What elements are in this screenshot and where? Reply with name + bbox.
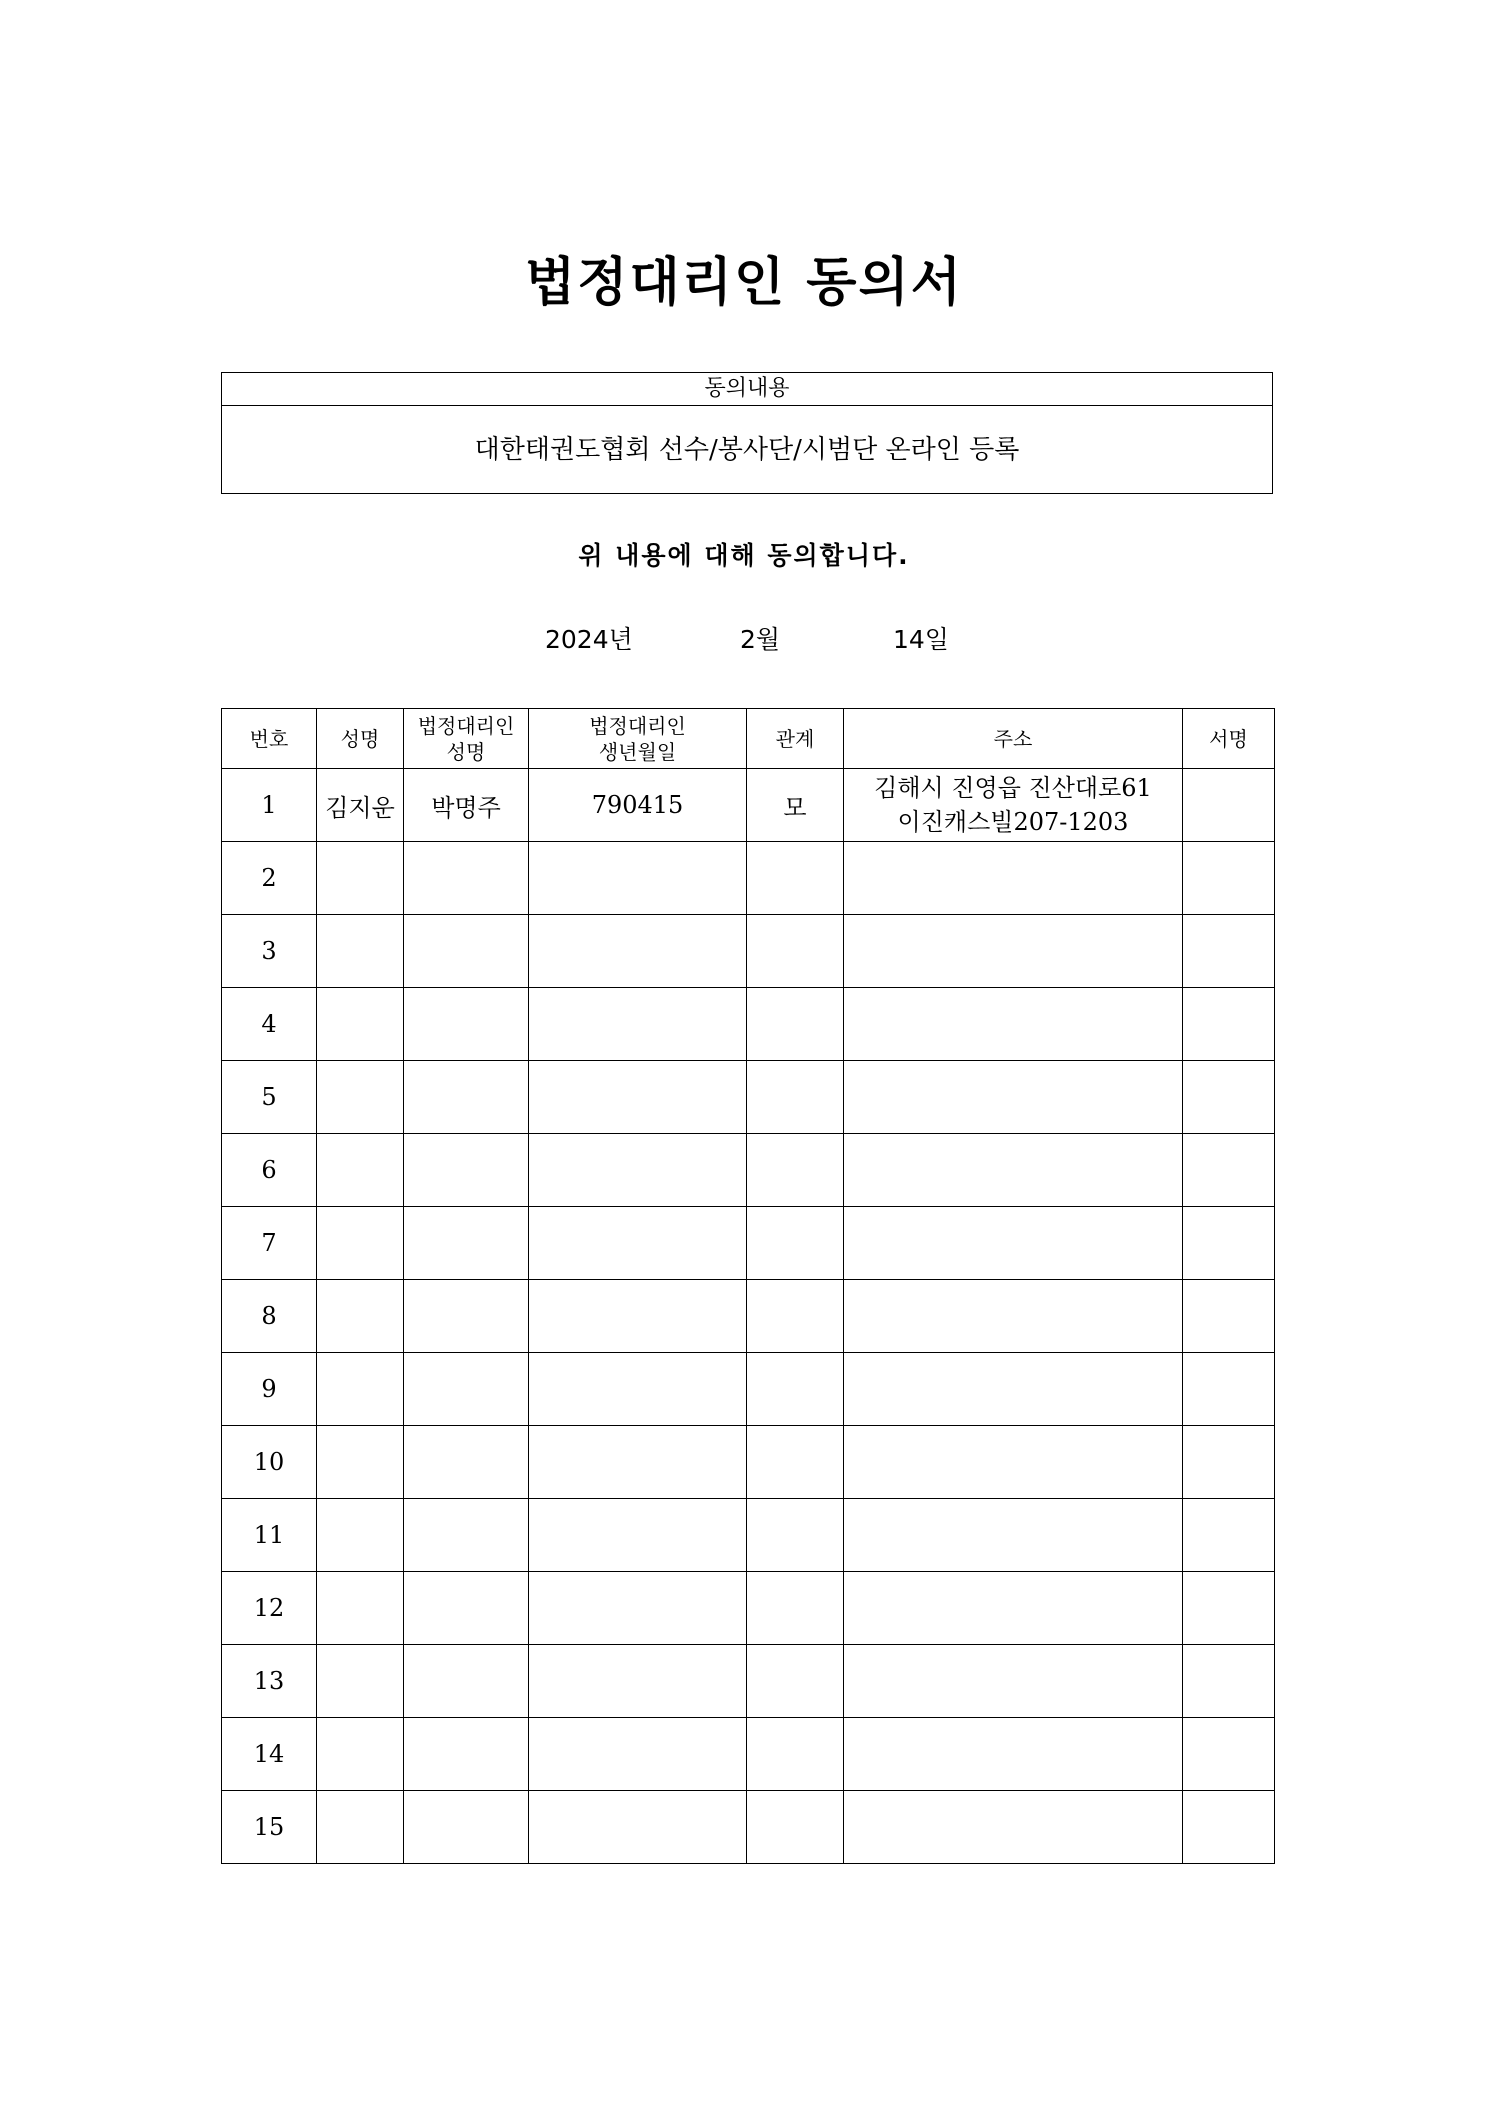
cell-signature	[1183, 1426, 1275, 1499]
address-line1: 김해시 진영읍 진산대로61	[874, 774, 1152, 802]
date-day: 14일	[893, 625, 949, 654]
document-title: 법정대리인 동의서	[525, 252, 963, 313]
table-row	[222, 1061, 1275, 1134]
cell-signature	[1183, 1353, 1275, 1426]
header-guardian-birth-line1: 법정대리인	[589, 713, 686, 738]
table-row	[222, 1353, 1275, 1426]
cell-relation	[747, 988, 844, 1061]
address-line2: 이진캐스빌207-1203	[897, 808, 1129, 836]
cell-name: 김지운	[317, 769, 404, 842]
cell-address	[844, 1134, 1183, 1207]
header-address: 주소	[844, 709, 1183, 769]
cell-no: 7	[222, 1207, 317, 1280]
cell-guardian-birth	[529, 1718, 747, 1791]
cell-guardian-name	[404, 1791, 529, 1864]
cell-address	[844, 1280, 1183, 1353]
cell-guardian-name	[404, 842, 529, 915]
header-no: 번호	[222, 709, 317, 769]
header-name: 성명	[317, 709, 404, 769]
cell-signature	[1183, 988, 1275, 1061]
cell-name	[317, 988, 404, 1061]
cell-address	[844, 842, 1183, 915]
header-guardian-name-line2: 성명	[446, 739, 486, 764]
cell-no: 13	[222, 1645, 317, 1718]
cell-no: 5	[222, 1061, 317, 1134]
table-row	[222, 769, 1275, 842]
cell-no: 15	[222, 1791, 317, 1864]
cell-address	[844, 1645, 1183, 1718]
table-row	[222, 1645, 1275, 1718]
header-relation: 관계	[747, 709, 844, 769]
cell-guardian-name	[404, 1207, 529, 1280]
table-row	[222, 1426, 1275, 1499]
cell-relation	[747, 1572, 844, 1645]
cell-relation	[747, 1718, 844, 1791]
cell-no: 1	[222, 769, 317, 842]
table-header-row	[222, 709, 1275, 769]
table-row	[222, 1134, 1275, 1207]
cell-name	[317, 842, 404, 915]
cell-signature	[1183, 1718, 1275, 1791]
cell-name	[317, 1353, 404, 1426]
header-guardian-birth-line2: 생년월일	[598, 739, 677, 764]
cell-name	[317, 1791, 404, 1864]
header-guardian-name-line1: 법정대리인	[417, 713, 515, 738]
cell-address	[844, 769, 1183, 842]
guardian-table	[221, 708, 1275, 1864]
cell-guardian-birth	[529, 1499, 747, 1572]
cell-guardian-name	[404, 1572, 529, 1645]
cell-relation	[747, 915, 844, 988]
cell-no: 12	[222, 1572, 317, 1645]
cell-address	[844, 1499, 1183, 1572]
header-guardian-name	[404, 709, 529, 769]
cell-address	[844, 1207, 1183, 1280]
cell-guardian-name: 박명주	[404, 769, 529, 842]
table-row	[222, 1207, 1275, 1280]
cell-name	[317, 1134, 404, 1207]
cell-address	[844, 1426, 1183, 1499]
cell-name	[317, 1645, 404, 1718]
cell-address	[844, 988, 1183, 1061]
cell-signature	[1183, 1280, 1275, 1353]
header-signature: 서명	[1183, 709, 1275, 769]
cell-address	[844, 915, 1183, 988]
cell-name	[317, 1572, 404, 1645]
cell-guardian-name	[404, 1718, 529, 1791]
cell-guardian-name	[404, 1353, 529, 1426]
cell-signature	[1183, 769, 1275, 842]
cell-guardian-birth: 790415	[529, 769, 747, 842]
cell-no: 4	[222, 988, 317, 1061]
cell-signature	[1183, 1061, 1275, 1134]
header-guardian-birth	[529, 709, 747, 769]
cell-guardian-name	[404, 988, 529, 1061]
cell-guardian-birth	[529, 988, 747, 1061]
agree-statement: 위 내용에 대해 동의합니다.	[578, 541, 910, 570]
cell-signature	[1183, 915, 1275, 988]
cell-name	[317, 1280, 404, 1353]
cell-signature	[1183, 1791, 1275, 1864]
table-row	[222, 988, 1275, 1061]
cell-signature	[1183, 1134, 1275, 1207]
cell-address	[844, 1061, 1183, 1134]
cell-no: 10	[222, 1426, 317, 1499]
cell-relation	[747, 1791, 844, 1864]
cell-relation	[747, 1134, 844, 1207]
cell-guardian-birth	[529, 1280, 747, 1353]
table-row	[222, 1791, 1275, 1864]
cell-no: 11	[222, 1499, 317, 1572]
cell-name	[317, 1426, 404, 1499]
cell-relation	[747, 842, 844, 915]
consent-header: 동의내용	[222, 373, 1272, 406]
cell-guardian-birth	[529, 1572, 747, 1645]
consent-content: 대한태권도협회 선수/봉사단/시범단 온라인 등록	[474, 435, 1020, 465]
cell-guardian-birth	[529, 1353, 747, 1426]
cell-guardian-birth	[529, 1134, 747, 1207]
cell-address	[844, 1353, 1183, 1426]
table-row	[222, 842, 1275, 915]
cell-relation	[747, 1061, 844, 1134]
table-row	[222, 1499, 1275, 1572]
cell-address	[844, 1791, 1183, 1864]
cell-relation	[747, 1426, 844, 1499]
cell-guardian-name	[404, 1061, 529, 1134]
cell-relation: 모	[747, 769, 844, 842]
cell-guardian-name	[404, 1426, 529, 1499]
cell-name	[317, 1499, 404, 1572]
cell-signature	[1183, 842, 1275, 915]
cell-relation	[747, 1353, 844, 1426]
cell-guardian-birth	[529, 1645, 747, 1718]
cell-guardian-name	[404, 1280, 529, 1353]
table-row	[222, 915, 1275, 988]
cell-guardian-birth	[529, 915, 747, 988]
cell-relation	[747, 1645, 844, 1718]
table-row	[222, 1280, 1275, 1353]
date-month: 2월	[740, 625, 781, 654]
cell-signature	[1183, 1499, 1275, 1572]
cell-no: 14	[222, 1718, 317, 1791]
cell-guardian-birth	[529, 842, 747, 915]
cell-address	[844, 1572, 1183, 1645]
cell-signature	[1183, 1572, 1275, 1645]
cell-name	[317, 915, 404, 988]
cell-guardian-name	[404, 1134, 529, 1207]
cell-guardian-birth	[529, 1061, 747, 1134]
table-row	[222, 1718, 1275, 1791]
cell-signature	[1183, 1207, 1275, 1280]
cell-no: 6	[222, 1134, 317, 1207]
cell-guardian-name	[404, 915, 529, 988]
cell-relation	[747, 1207, 844, 1280]
cell-name	[317, 1207, 404, 1280]
cell-name	[317, 1718, 404, 1791]
cell-no: 8	[222, 1280, 317, 1353]
consent-box	[221, 372, 1273, 494]
cell-no: 9	[222, 1353, 317, 1426]
date-year: 2024년	[545, 625, 633, 654]
cell-guardian-birth	[529, 1426, 747, 1499]
cell-relation	[747, 1280, 844, 1353]
cell-no: 2	[222, 842, 317, 915]
cell-address	[844, 1718, 1183, 1791]
cell-signature	[1183, 1645, 1275, 1718]
cell-guardian-birth	[529, 1207, 747, 1280]
cell-guardian-name	[404, 1645, 529, 1718]
cell-guardian-birth	[529, 1791, 747, 1864]
table-row	[222, 1572, 1275, 1645]
cell-relation	[747, 1499, 844, 1572]
cell-name	[317, 1061, 404, 1134]
cell-no: 3	[222, 915, 317, 988]
cell-guardian-name	[404, 1499, 529, 1572]
